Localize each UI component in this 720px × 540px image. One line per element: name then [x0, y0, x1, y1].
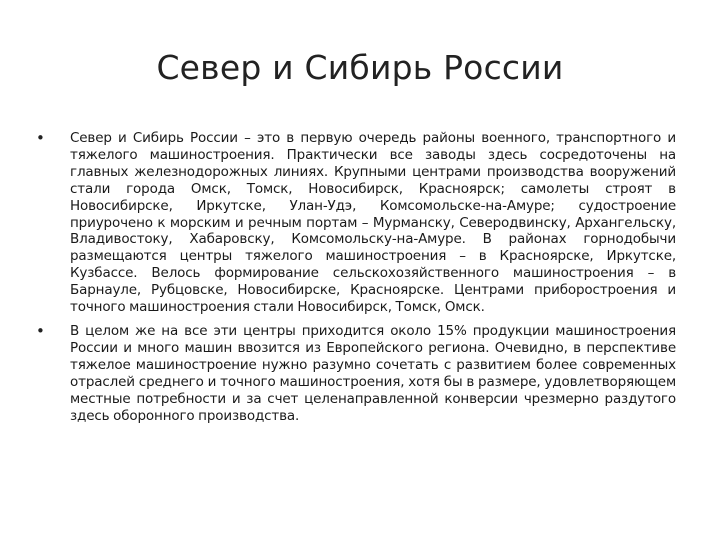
- bullet-item: [36, 323, 676, 424]
- slide-title: Север и Сибирь России: [156, 48, 564, 87]
- bullet-marker: •: [36, 129, 45, 147]
- bullet-marker: •: [36, 321, 45, 340]
- bullet-text: В целом же на все эти центры приходится около 15% продукции машиностроения России и много машин ввозится из Европейского региона. Очевидно, в перспективе тяжелое машиностроение нужно разумно сочетать с развитием более современных отраслей среднего и точного машиностроения, хотя бы в размере, удовлетворяющем местные потребности и за счет целенаправленной конверсии чрезмерно раздутого здесь оборонного производства.: [70, 322, 676, 424]
- bullet-text: Север и Сибирь России – это в первую очередь районы военного, транспортного и тяжелого машиностроения. Практически все заводы здесь сосредоточены на главных железнодорожных линиях. Крупными центрами производства вооружений стали города Омск, Томск, Новосибирск, Красноярск; самолеты строят в Новосибирске, Иркутске, Улан-Удэ, Комсомольске-на-Амуре; судостроение приурочено к морским и речным портам – Мурманску, Северодвинску, Архангельску, Владивостоку, Хабаровску, Комсомольску-на-Амуре. В районах горнодобычи размещаются центры тяжелого машиностроения – в Красноярске, Иркутске, Кузбассе. Велось формирование сельскохозяйственного машиностроения – в Барнауле, Рубцовске, Новосибирске, Красноярске. Центрами приборостроения и точного машиностроения стали Новосибирск, Томск, Омск.: [70, 130, 676, 316]
- bullet-item: [36, 130, 676, 316]
- slide-body: [36, 130, 676, 431]
